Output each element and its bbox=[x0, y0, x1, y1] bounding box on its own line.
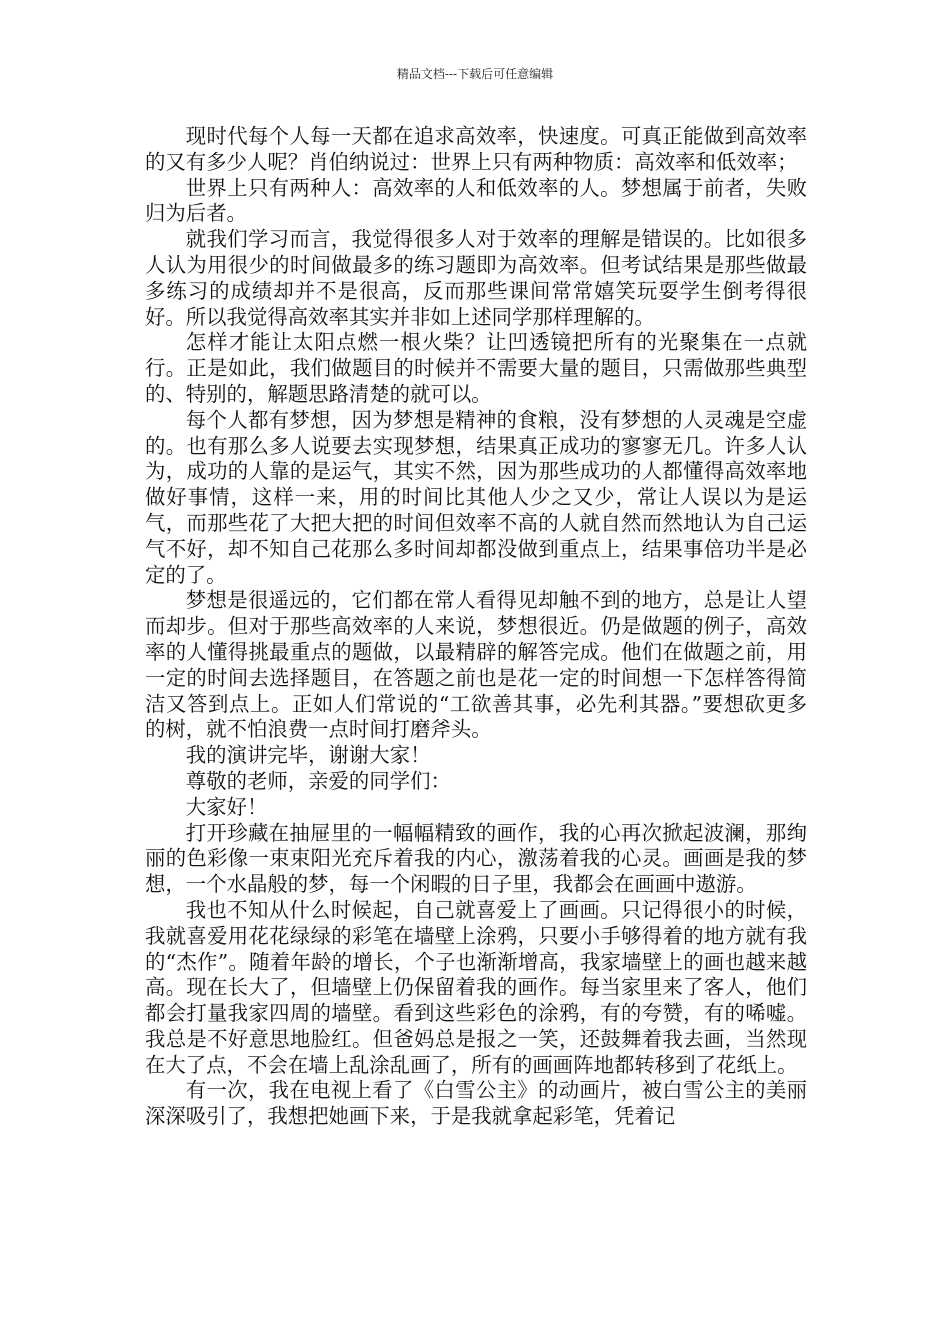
paragraph: 每个人都有梦想，因为梦想是精神的食粮，没有梦想的人灵魂是空虚的。也有那么多人说要去实现梦想，结果真正成功的寥寥无几。许多人认为，成功的人靠的是运气，其实不然，因为那些成功的人都懂得高效率地做好事情，这样一来，用的时间比其他人少之又少，常让人误以为是运气，而那些花了大把大把的时间但效率不高的人就自然而然地认为自己运气不好，却不知自己花那么多时间却都没做到重点上，结果事倍功半是必定的了。 bbox=[145, 407, 807, 587]
paragraph: 梦想是很遥远的，它们都在常人看得见却触不到的地方，总是让人望而却步。但对于那些高效率的人来说，梦想很近。仍是做题的例子，高效率的人懂得挑最重点的题做，以最精辟的解答完成。他们在做题之前，用一定的时间去选择题目，在答题之前也是花一定的时间想一下怎样答得简洁又答到点上。正如人们常说的“工欲善其事，必先利其器。”要想砍更多的树，就不怕浪费一点时间打磨斧头。 bbox=[145, 588, 807, 742]
paragraph: 有一次，我在电视上看了《白雪公主》的动画片，被白雪公主的美丽深深吸引了，我想把她画下来，于是我就拿起彩笔，凭着记 bbox=[145, 1078, 807, 1129]
paragraph: 世界上只有两种人：高效率的人和低效率的人。梦想属于前者，失败归为后者。 bbox=[145, 175, 807, 226]
paragraph: 尊敬的老师，亲爱的同学们： bbox=[185, 768, 451, 793]
paragraph: 现时代每个人每一天都在追求高效率，快速度。可真正能做到高效率的又有多少人呢？肖伯纳说过：世界上只有两种物质：高效率和低效率； bbox=[145, 124, 807, 174]
paragraph: 我的演讲完毕，谢谢大家！ bbox=[185, 743, 431, 768]
paragraph: 打开珍藏在抽屉里的一幅幅精致的画作，我的心再次掀起波澜，那绚丽的色彩像一束束阳光充斥着我的内心，激荡着我的心灵。画画是我的梦想，一个水晶般的梦，每一个闲暇的日子里，我都会在画画中遨游。 bbox=[145, 820, 807, 897]
document-body bbox=[145, 124, 807, 1130]
paragraph: 大家好！ bbox=[185, 794, 268, 819]
paragraph: 怎样才能让太阳点燃一根火柴？让凹透镜把所有的光聚集在一点就行。正是如此，我们做题目的时候并不需要大量的题目，只需做那些典型的、特别的，解题思路清楚的就可以。 bbox=[145, 330, 807, 406]
page-header: 精品文档---下载后可任意编辑 bbox=[396, 67, 554, 81]
paragraph: 我也不知从什么时候起，自己就喜爱上了画画。只记得很小的时候，我就喜爱用花花绿绿的彩笔在墙壁上涂鸦，只要小手够得着的地方就有我的“杰作”。随着年龄的增长，个子也渐渐增高，我家墙壁上的画也越来越高。现在长大了，但墙壁上仍保留着我的画作。每当家里来了客人，他们都会打量我家四周的墙壁。看到这些彩色的涂鸦，有的夸赞，有的唏嘘。我总是不好意思地脸红。但爸妈总是报之一笑，还鼓舞着我去画，当然现在大了点，不会在墙上乱涂乱画了，所有的画画阵地都转移到了花纸上。 bbox=[145, 897, 807, 1077]
paragraph: 就我们学习而言，我觉得很多人对于效率的理解是错误的。比如很多人认为用很少的时间做最多的练习题即为高效率。但考试结果是那些做最多练习的成绩却并不是很高，反而那些课间常常嬉笑玩耍学生倒考得很好。所以我觉得高效率其实并非如上述同学那样理解的。 bbox=[145, 227, 807, 329]
